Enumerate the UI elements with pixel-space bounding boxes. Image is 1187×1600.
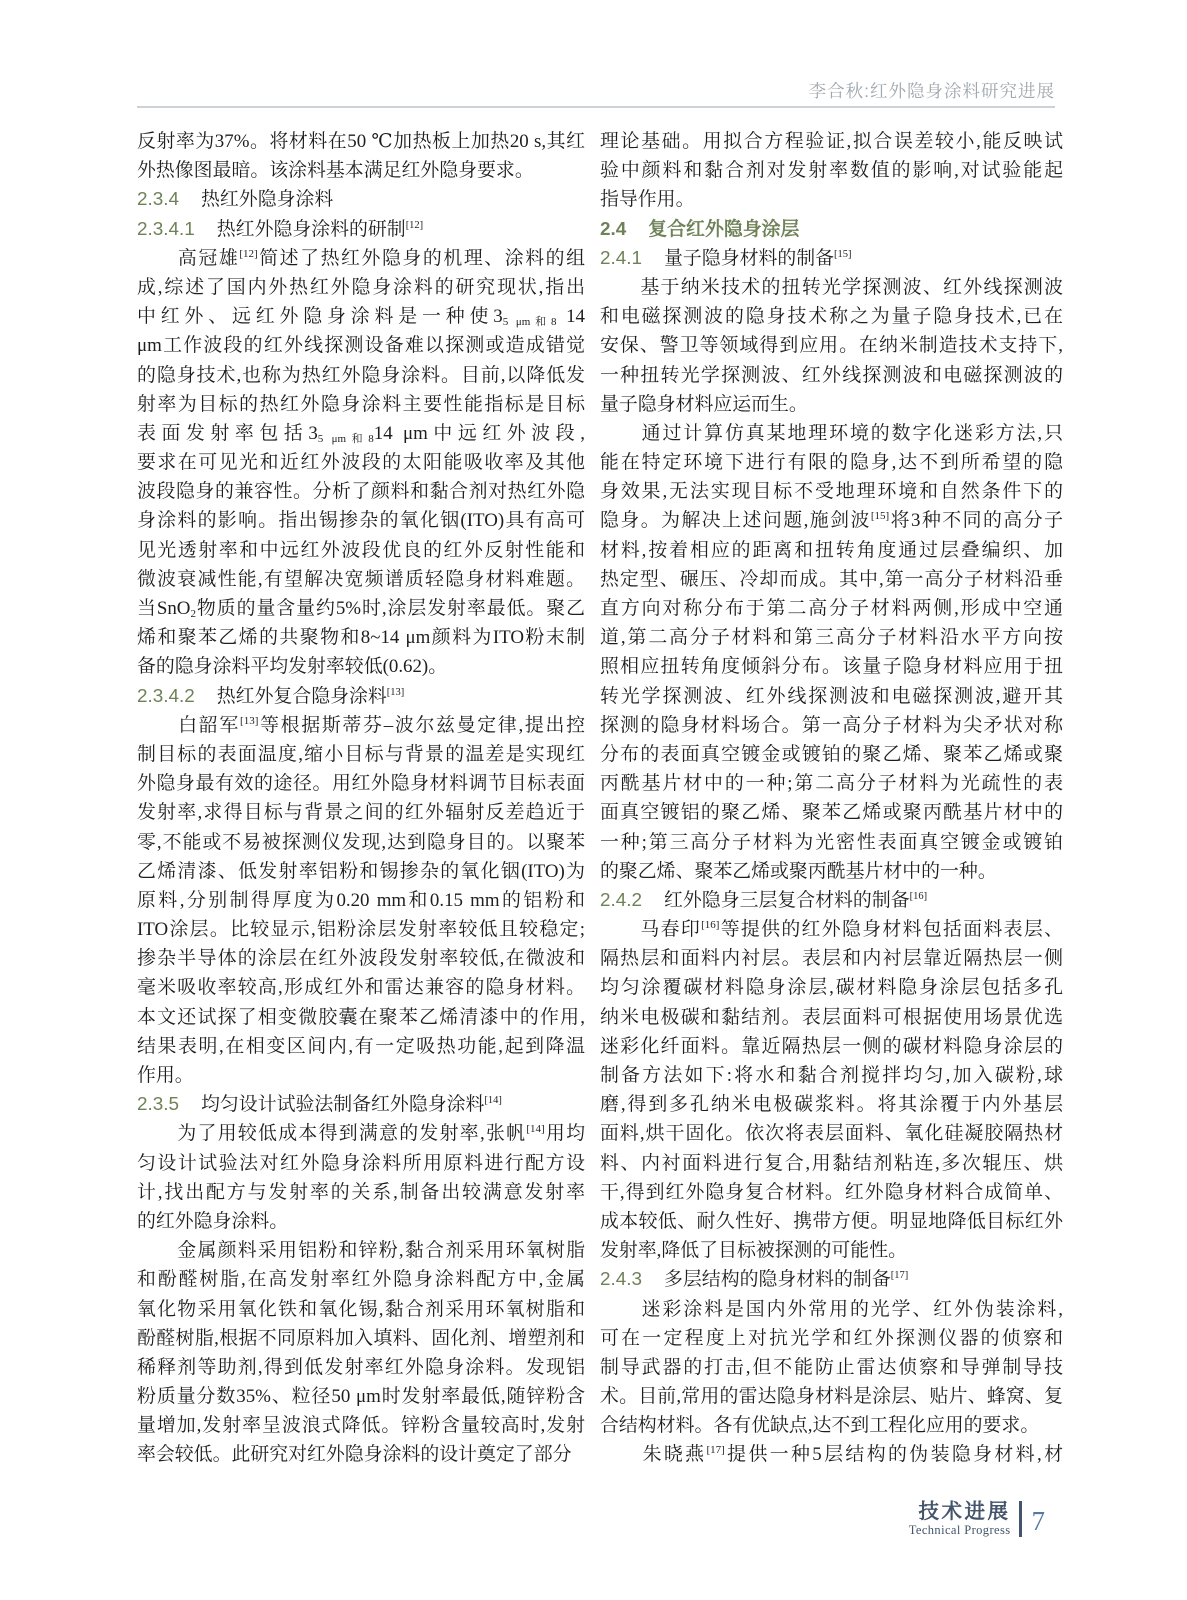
text-line: 分布的表面真空镀金或镀铂的聚乙烯、聚苯乙烯或聚 — [600, 743, 1063, 765]
reference-superscript: [15] — [870, 510, 890, 523]
text-line: 白韶军[13]等根据斯蒂芬–波尔兹曼定律,提出控 — [137, 714, 585, 736]
text-line: 迷彩化纤面料。靠近隔热层一侧的碳材料隐身涂层的 — [600, 1035, 1063, 1057]
text-line: 作用。 — [137, 1065, 194, 1086]
page-footer — [909, 1499, 1045, 1539]
section-heading — [600, 215, 1063, 244]
text-line: 率会较低。此研究对红外隐身涂料的设计奠定了部分 — [137, 1444, 572, 1466]
section-number: 2.4.2 — [600, 889, 643, 911]
footer-divider — [1019, 1501, 1022, 1537]
text-line: 为了用较低成本得到满意的发射率,张帆[14]用均 — [137, 1123, 585, 1145]
section-title: 红外隐身三层复合材料的制备 — [664, 889, 910, 911]
text-line: 金属颜料采用铝粉和锌粉,黏合剂采用环氧树脂 — [137, 1240, 585, 1262]
section-heading — [137, 1090, 585, 1119]
reference-superscript: [17] — [890, 1270, 909, 1282]
text-line: 迷彩涂料是国内外常用的光学、红外伪装涂料, — [600, 1298, 1063, 1320]
reference-superscript: [16] — [909, 890, 928, 902]
section-heading — [600, 1265, 1063, 1294]
text-line: 道,第二高分子材料和第三高分子材料沿水平方向按 — [600, 627, 1063, 649]
reference-superscript: [15] — [834, 248, 852, 260]
text-line: 和电磁探测波的隐身技术称之为量子隐身技术,已在 — [600, 306, 1063, 328]
text-line: 直方向对称分布于第二高分子材料两侧,形成中空通 — [600, 598, 1063, 619]
section-number: 2.4 — [600, 218, 627, 240]
text-line: 料、内衬面料进行复合,用黏结剂粘连,多次辊压、烘 — [600, 1152, 1063, 1174]
section-number: 2.4.3 — [600, 1269, 643, 1291]
running-head: 李合秋:红外隐身涂料研究进展 — [808, 81, 1055, 101]
section-title: 热红外复合隐身涂料 — [216, 685, 387, 707]
section-title: 多层结构的隐身材料的制备 — [664, 1269, 891, 1291]
article-body — [137, 127, 1063, 1470]
text-line: 量增加,发射率呈波浪式降低。锌粉含量较高时,发射 — [137, 1415, 585, 1437]
text-line: 本文还试探了相变微胶囊在聚苯乙烯清漆中的作用, — [137, 1006, 585, 1028]
text-line: 掺杂半导体的涂层在红外波段发射率较低,在微波和 — [137, 948, 585, 970]
text-line: 反射率为37%。将材料在50 ℃加热板上加热20 s,其红 — [137, 131, 585, 152]
text-line: 稀释剂等助剂,得到低发射率红外隐身涂料。发现铝 — [137, 1356, 585, 1378]
section-heading — [137, 215, 585, 244]
text-line: 干,得到红外隐身复合材料。红外隐身材料合成简单、 — [600, 1181, 1063, 1203]
text-line: 零,不能或不易被探测仪发现,达到隐身目的。以聚苯 — [137, 831, 585, 853]
text-line: 发射率,降低了目标被探测的可能性。 — [600, 1240, 907, 1262]
text-line: 中红外、远红外隐身涂料是一种使$3_{5 \mu m和8}$ 14 — [137, 306, 585, 329]
section-title: 热红外隐身涂料的研制 — [216, 218, 406, 240]
text-line: 酚醛树脂,根据不同原料加入填料、固化剂、增塑剂和 — [137, 1327, 585, 1349]
footer-labels — [909, 1501, 1011, 1538]
text-line: 成,综述了国内外热红外隐身涂料的研究现状,指出 — [137, 276, 585, 298]
section-number: 2.3.5 — [137, 1094, 180, 1116]
chemical-subscript: 2 — [190, 608, 196, 620]
page-number: 7 — [1031, 1506, 1045, 1536]
text-line: 材料,按着相应的距离和扭转角度通过层叠编织、加 — [600, 539, 1063, 561]
text-line: 理论基础。用拟合方程验证,拟合误差较小,能反映试 — [600, 131, 1063, 152]
text-line: 制导武器的打击,但不能防止雷达侦察和导弹制导技 — [600, 1356, 1063, 1378]
section-title: 热红外隐身涂料 — [201, 189, 334, 211]
text-line: 计,找出配方与发射率的关系,制备出较满意发射率 — [137, 1181, 585, 1203]
text-line: 隔热层和面料内衬层。表层和内衬层靠近隔热层一侧 — [600, 948, 1063, 970]
text-line: 备的隐身涂料平均发射率较低(0.62)。 — [137, 656, 448, 678]
text-line: 和酚醛树脂,在高发射率红外隐身涂料配方中,金属 — [137, 1269, 585, 1291]
text-line: 外隐身最有效的途径。用红外隐身材料调节目标表面 — [137, 773, 585, 795]
reference-superscript: [16] — [701, 919, 720, 932]
section-heading — [137, 185, 585, 214]
reference-superscript: [12] — [239, 247, 258, 260]
text-line: 能在特定环境下进行有限的隐身,达不到所希望的隐 — [600, 452, 1063, 474]
footer-section-label-cn: 技术进展 — [918, 1499, 1011, 1523]
text-line: 烯和聚苯乙烯的共聚物和8~14 μm颜料为ITO粉末制 — [137, 627, 585, 649]
text-line: 结果表明,在相变区间内,有一定吸热功能,起到降温 — [137, 1035, 585, 1057]
text-line: 基于纳米技术的扭转光学探测波、红外线探测波 — [600, 276, 1063, 298]
footer-section-label-en: Technical Progress — [908, 1522, 1011, 1537]
text-line: 制目标的表面温度,缩小目标与背景的温差是实现红 — [137, 743, 585, 765]
reference-superscript: [12] — [405, 219, 424, 231]
text-line: 要求在可见光和近红外波段的太阳能吸收率及其他 — [137, 452, 585, 474]
text-line: 朱晓燕[17]提供一种5层结构的伪装隐身材料,材 — [600, 1444, 1063, 1466]
text-line: 乙烯清漆、低发射率铝粉和锡掺杂的氧化铟(ITO)为 — [137, 860, 585, 882]
chemical-subscript: 5 μm和8 — [317, 432, 374, 445]
chemical-subscript: 5 μm和8 — [502, 316, 557, 329]
text-line: 一种;第三高分子材料为光密性表面真空镀金或镀铂 — [600, 831, 1063, 853]
text-line: 均匀涂覆碳材料隐身涂层,碳材料隐身涂层包括多孔 — [600, 977, 1063, 999]
text-line: 隐身。为解决上述问题,施剑波[15]将3种不同的高分子 — [600, 510, 1063, 532]
text-line: 射率为目标的热红外隐身涂料主要性能指标是目标 — [137, 393, 585, 415]
text-line: 发射率,求得目标与背景之间的红外辐射反差趋近于 — [137, 802, 585, 824]
text-line: 粉质量分数35%、粒径50 μm时发射率最低,随锌粉含 — [137, 1386, 585, 1408]
text-line: 毫米吸收率较高,形成红外和雷达兼容的隐身材料。 — [137, 977, 585, 999]
text-line: 一种扭转光学探测波、红外线探测波和电磁探测波的 — [600, 364, 1063, 386]
text-line: 马春印[16]等提供的红外隐身材料包括面料表层、 — [600, 919, 1063, 941]
text-line: 氧化物采用氧化铁和氧化锡,黏合剂采用环氧树脂和 — [137, 1298, 585, 1320]
section-heading — [600, 244, 1063, 273]
header-rule — [137, 106, 1055, 108]
right-column — [600, 127, 1063, 1470]
text-line: ITO涂层。比较显示,铝粉涂层发射率较低且较稳定; — [137, 919, 585, 941]
text-line: 高冠雄[12]简述了热红外隐身的机理、涂料的组 — [137, 247, 585, 269]
text-line: 制备方法如下:将水和黏合剂搅拌均匀,加入碳粉,球 — [600, 1065, 1063, 1086]
reference-superscript: [14] — [526, 1123, 545, 1136]
text-line: 身涂料的影响。指出锡掺杂的氧化铟(ITO)具有高可 — [137, 510, 585, 532]
text-line: 转光学探测波、红外线探测波和电磁探测波,避开其 — [600, 685, 1063, 707]
section-heading — [600, 886, 1063, 915]
reference-superscript: [13] — [240, 714, 259, 727]
text-line: 热定型、碾压、冷却而成。其中,第一高分子材料沿垂 — [600, 568, 1063, 590]
reference-superscript: [13] — [386, 686, 405, 698]
section-number: 2.3.4 — [137, 189, 180, 211]
text-line: 的隐身技术,也称为热红外隐身涂料。目前,以降低发 — [137, 364, 585, 386]
text-line: 丙酰基片材中的一种;第二高分子材料为光疏性的表 — [600, 773, 1063, 795]
text-line: 见光透射率和中远红外波段优良的红外反射性能和 — [137, 539, 585, 561]
text-line: 合结构材料。各有优缺点,达不到工程化应用的要求。 — [600, 1415, 1040, 1437]
section-number: 2.3.4.1 — [137, 218, 195, 240]
text-line: 纳米电极碳和黏结剂。表层面料可根据使用场景优选 — [600, 1006, 1063, 1028]
text-line: 面真空镀铝的聚乙烯、聚苯乙烯或聚丙酰基片材中的 — [600, 802, 1063, 824]
text-line: 探测的隐身材料场合。第一高分子材料为尖矛状对称 — [600, 714, 1063, 736]
section-number: 2.3.4.2 — [137, 685, 195, 707]
text-line: 当SnO$_2$物质的量含量约5%时,涂层发射率最低。聚乙 — [137, 598, 585, 620]
section-title: 复合红外隐身涂层 — [648, 218, 800, 240]
text-line: 术。目前,常用的雷达隐身材料是涂层、贴片、蜂窝、复 — [600, 1386, 1063, 1408]
left-column — [137, 127, 585, 1470]
text-line: 的聚乙烯、聚苯乙烯或聚丙酰基片材中的一种。 — [600, 860, 997, 882]
text-line: 验中颜料和黏合剂对发射率数值的影响,对试验能起 — [600, 160, 1063, 182]
text-line: 波段隐身的兼容性。分析了颜料和黏合剂对热红外隐 — [137, 481, 585, 503]
section-heading — [137, 682, 585, 711]
text-line: 匀设计试验法对红外隐身涂料所用原料进行配方设 — [137, 1152, 585, 1174]
reference-superscript: [17] — [706, 1444, 725, 1457]
text-line: 成本较低、耐久性好、携带方便。明显地降低目标红外 — [600, 1210, 1063, 1232]
text-line: 照相应扭转角度倾斜分布。该量子隐身材料应用于扭 — [600, 656, 1063, 678]
text-line: 面料,烘干固化。依次将表层面料、氧化硅凝胶隔热材 — [600, 1123, 1063, 1145]
section-title: 均匀设计试验法制备红外隐身涂料 — [201, 1094, 485, 1116]
text-line: 的红外隐身涂料。 — [137, 1210, 289, 1232]
text-line: 磨,得到多孔纳米电极碳浆料。将其涂覆于内外基层 — [600, 1094, 1063, 1116]
text-line: 可在一定程度上对抗光学和红外探测仪器的侦察和 — [600, 1327, 1063, 1349]
reference-superscript: [14] — [484, 1095, 502, 1107]
section-number: 2.4.1 — [600, 247, 643, 269]
text-line: 外热像图最暗。该涂料基本满足红外隐身要求。 — [137, 160, 534, 182]
text-line: 指导作用。 — [600, 189, 695, 211]
text-line: 原料,分别制得厚度为0.20 mm和0.15 mm的铝粉和 — [137, 889, 585, 911]
section-title: 量子隐身材料的制备 — [664, 247, 835, 269]
text-line: 身效果,无法实现目标不受地理环境和自然条件下的 — [600, 481, 1063, 503]
text-line: 量子隐身材料应运而生。 — [600, 393, 808, 415]
text-line: 安保、警卫等领域得到应用。在纳米制造技术支持下, — [600, 335, 1063, 357]
text-line: μm工作波段的红外线探测设备难以探测或造成错觉 — [137, 335, 585, 357]
text-line: 通过计算仿真某地理环境的数字化迷彩方法,只 — [600, 422, 1063, 444]
text-line: 微波衰减性能,有望解决宽频谱质轻隐身材料难题。 — [137, 568, 585, 590]
text-line: 表面发射率包括$3_{5 \mu m和8}14$ μm中远红外波段, — [137, 422, 585, 445]
